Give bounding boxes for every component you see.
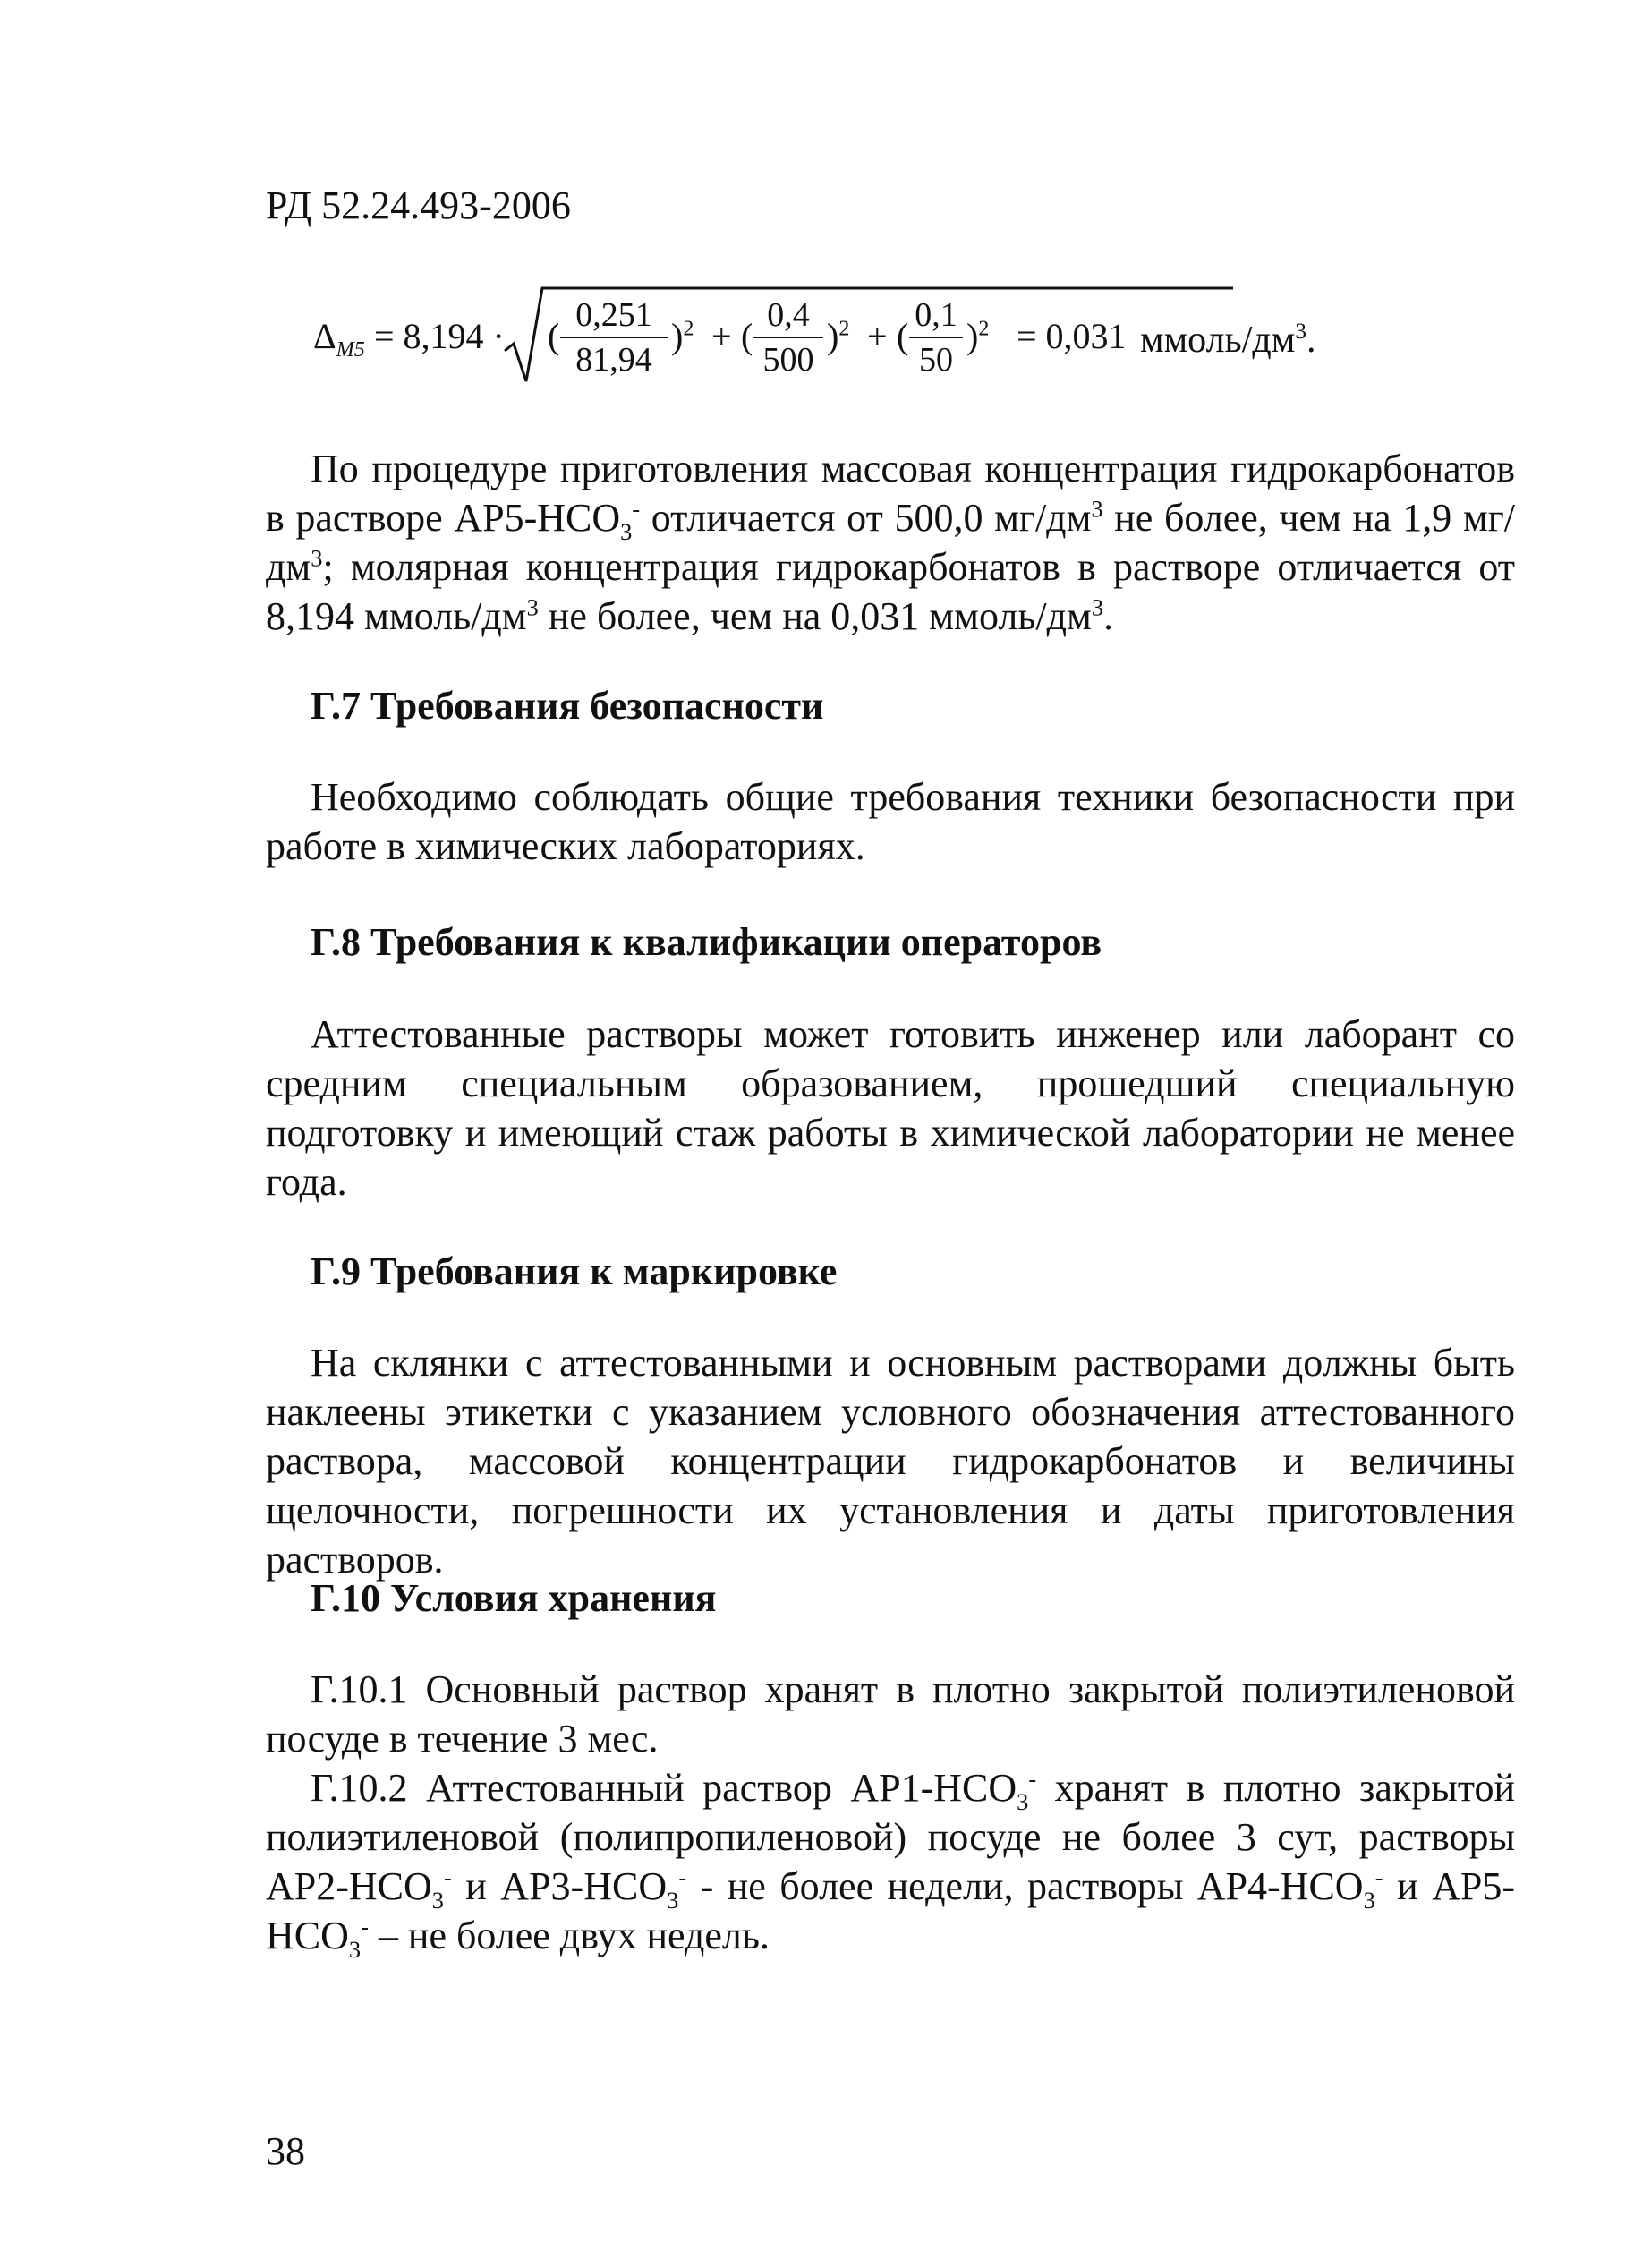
paragraph-g9: На склянки с аттестованными и основным растворами должны быть наклеены этикетки с указанием условного обозначения аттестованного раствора, массовой концентрации гидрокарбонатов и величины щелочности, погрешности их установления и даты приготовления растворов. bbox=[266, 1341, 1515, 1582]
heading-g10: Г.10 Условия хранения bbox=[311, 1576, 717, 1620]
paragraph-g10-1: Г.10.1 Основный раствор хранят в плотно закрытой полиэтиленовой посуде в течение 3 мес. bbox=[266, 1667, 1515, 1761]
formula-unit: ммоль/$дм^3$. bbox=[1140, 320, 1316, 361]
formula-lhs: $\Delta_{M5}$ bbox=[313, 316, 365, 362]
heading-g9: Г.9 Требования к маркировке bbox=[311, 1249, 838, 1293]
paragraph-procedure: По процедуре приготовления массовая концентрация гидрокарбонатов в растворе $АР5-НСО_3^-$ отличается от 500,0 $мг/дм^3$ не более, чем на 1,9 $мг/дм^3$; молярная концентрация гидрокарбонатов в растворе отличается от 8,194 ммоль/$дм^3$ не более, чем на 0,031 ммоль/$дм^3$. bbox=[266, 447, 1515, 638]
fraction-3: 0,1 50 bbox=[909, 295, 963, 379]
heading-g8: Г.8 Требования к квалификации операторов bbox=[311, 920, 1102, 964]
paragraph-g8: Аттестованные растворы может готовить инженер или лаборант со средним специальным образованием, прошедший специальную подготовку и имеющий стаж работы в химической лаборатории не менее года. bbox=[266, 1012, 1515, 1204]
page-number: 38 bbox=[266, 2129, 305, 2173]
paragraph-g10-2: Г.10.2 Аттестованный раствор $АР1-НСО_3^-$ хранят в плотно закрытой полиэтиленовой (полипропиленовой) посуде не более 3 сут, растворы $АР2-НСО_3^-$ и $АР3-НСО_3^-$ - не более недели, растворы $АР4-НСО_3^-$ и $АР5-НСО_3^-$ – не более двух недель. bbox=[266, 1765, 1516, 1963]
formula-result: = 0,031 bbox=[1017, 316, 1127, 356]
heading-g7: Г.7 Требования безопасности bbox=[311, 684, 824, 728]
fraction-2: 0,4 500 bbox=[753, 295, 823, 379]
formula-delta-m5: $\Delta_{M5}$ = 8,194 · ( 0,251 81,94 )$^2$ + ( 0,4 500 )$^2$ + ( 0,1 50 )$^2$ = 0,031 ммоль/$дм^3$. bbox=[313, 269, 1298, 403]
fraction-1: 0,251 81,94 bbox=[560, 295, 668, 379]
paragraph-g7: Необходимо соблюдать общие требования техники безопасности при работе в химических лабораториях. bbox=[266, 775, 1515, 868]
document-header: РД 52.24.493-2006 bbox=[266, 183, 571, 227]
formula-factor: = 8,194 · bbox=[374, 316, 505, 356]
